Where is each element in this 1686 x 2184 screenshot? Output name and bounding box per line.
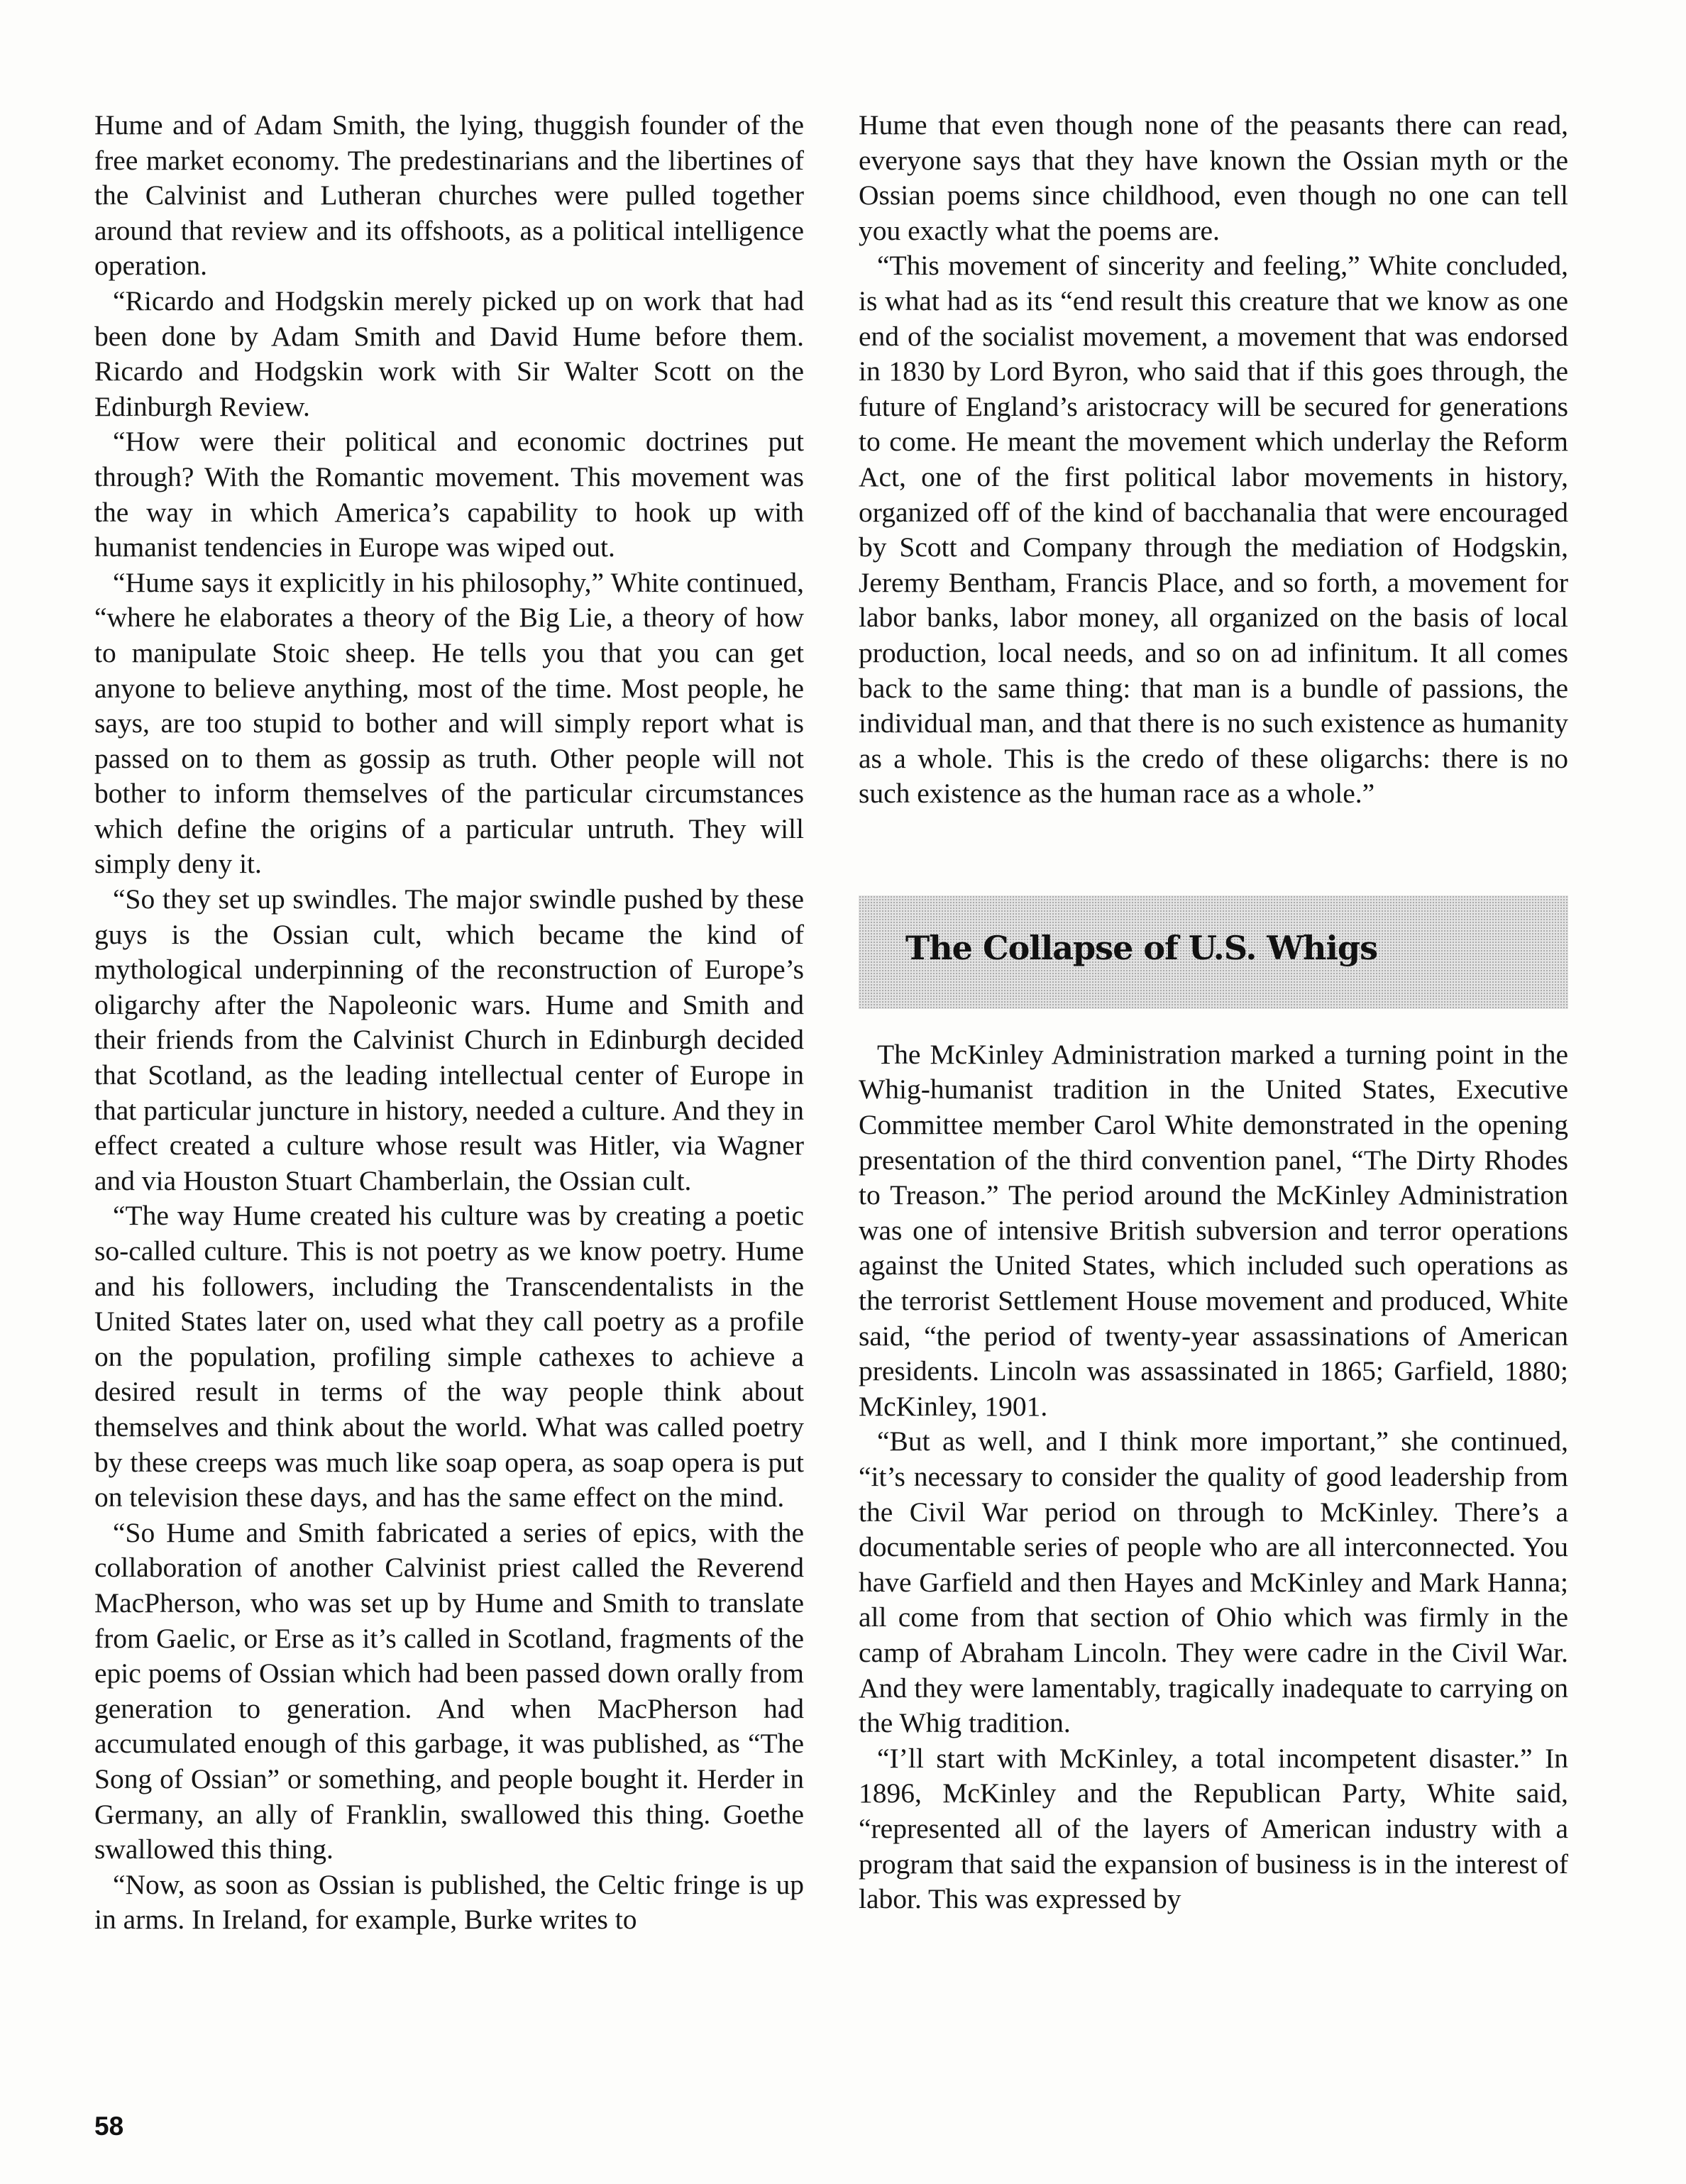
paragraph: “This movement of sincerity and feeling,” White concluded, is what had as its “end result this creature that we know as one end of the socialist movement, a movement that was endorsed in 1830 by Lord Byron, who said that if this goes through, the future of England’s aristocracy will be secured for generations to come. He meant the movement which underlay the Reform Act, one of the first political labor movements in history, organized off of the kind of bacchanalia that were encouraged by Scott and Company through the mediation of Hodgskin, Jeremy Bentham, Francis Place, and so forth, a movement for labor banks, labor money, all organized on the basis of local production, local needs, and so on ad infinitum. It all comes back to the same thing: that man is a bundle of passions, the individual man, and that there is no such existence as humanity as a whole. This is the credo of these oligarchs: there is no such existence as the human race as a whole.” [859,250,1568,810]
paragraph: “I’ll start with McKinley, a total incompetent disaster.” In 1896, McKinley and the Republican Party, White said, “represented all of the layers of American industry with a program that said the expansion of business is in the interest of labor. This was expressed by [859,1742,1568,1915]
paragraph: “But as well, and I think more important,” she continued, “it’s necessary to consider the quality of good leadership from the Civil War period on through to McKinley. There’s a documentable series of people who are all interconnected. You have Garfield and then Hayes and McKinley and Mark Hanna; all come from that section of Ohio which was firmly in the camp of Abraham Lincoln. They were cadre in the Civil War. And they were lamentably, tragically inadequate to carrying on the Whig tradition. [859,1425,1568,1739]
section-heading: The Collapse of U.S. Whigs [905,928,1377,967]
paragraph: “So they set up swindles. The major swindle pushed by these guys is the Ossian cult, which became the kind of mythological underpinning of the reconstruction of Europe’s oligarchy after the Napoleonic wars. Hume and Smith and their friends from the Calvinist Church in Edinburgh decided that Scotland, as the leading intellectual center of Europe in that particular juncture in history, needed a culture. And they in effect created a culture whose result was Hitler, via Wagner and via Houston Stuart Chamberlain, the Ossian cult. [94,883,804,1196]
paragraph: “So Hume and Smith fabricated a series of epics, with the collaboration of another Calvinist priest called the Reverend MacPherson, who was set up by Hume and Smith to translate from Gaelic, or Erse as it’s called in Scotland, fragments of the epic poems of Ossian which had been passed down orally from generation to generation. And when MacPherson had accumulated enough of this garbage, it was published, as “The Song of Ossian” or something, and people bought it. Herder in Germany, an ally of Franklin, swallowed this thing. Goethe swallowed this thing. [94,1516,804,1865]
paragraph: The McKinley Administration marked a turning point in the Whig-humanist tradition in the United States, Executive Committee member Carol White demonstrated in the opening presentation of the third convention panel, “The Dirty Rhodes to Treason.” The period around the McKinley Administration was one of intensive British subversion and terror operations against the United States, which included such operations as the terrorist Settlement House movement and produced, White said, “the period of twenty-year assassinations of American presidents. Lincoln was assassinated in 1865; Garfield, 1880; McKinley, 1901. [859,1038,1568,1422]
paragraph: “How were their political and economic doctrines put through? With the Romantic movement. This movement was the way in which America’s capability to hook up with humanist tendencies in Europe was wiped out. [94,426,804,563]
paragraph: “Ricardo and Hodgskin merely picked up on work that had been done by Adam Smith and David Hume before them. Ricardo and Hodgskin work with Sir Walter Scott on the Edinburgh Review. [94,285,804,422]
section-heading-box [859,895,1568,1009]
paragraph: “The way Hume created his culture was by creating a poetic so-called culture. This is not poetry as we know poetry. Hume and his followers, including the Transcendentalists in the United States later on, used what they call poetry as a profile on the population, profiling simple cathexes to achieve a desired result in terms of the way people think about themselves and think about the world. What was called poetry by these creeps was much like soap opera, as soap opera is put on television these days, and has the same effect on the mind. [94,1200,804,1513]
paragraph: Hume and of Adam Smith, the lying, thuggish founder of the free market economy. The predestinarians and the libertines of the Calvinist and Lutheran churches were pulled together around that review and its offshoots, as a political intelligence operation. [94,109,804,282]
paragraph: “Hume says it explicitly in his philosophy,” White continued, “where he elaborates a theory of the Big Lie, a theory of how to manipulate Stoic sheep. He tells you that you can get anyone to believe anything, most of the time. Most people, he says, are too stupid to bother and will simply report what is passed on to them as gossip as truth. Other people will not bother to inform themselves of the particular circumstances which define the origins of a particular untruth. They will simply deny it. [94,566,804,880]
left-text-column [94,108,804,1938]
paragraph: Hume that even though none of the peasants there can read, everyone says that they have known the Ossian myth or the Ossian poems since childhood, even though no one can tell you exactly what the poems are. [859,109,1568,246]
page-number: 58 [94,2112,124,2141]
right-text-column [859,108,1568,1917]
paragraph: “Now, as soon as Ossian is published, the Celtic fringe is up in arms. In Ireland, for example, Burke writes to [94,1868,804,1936]
